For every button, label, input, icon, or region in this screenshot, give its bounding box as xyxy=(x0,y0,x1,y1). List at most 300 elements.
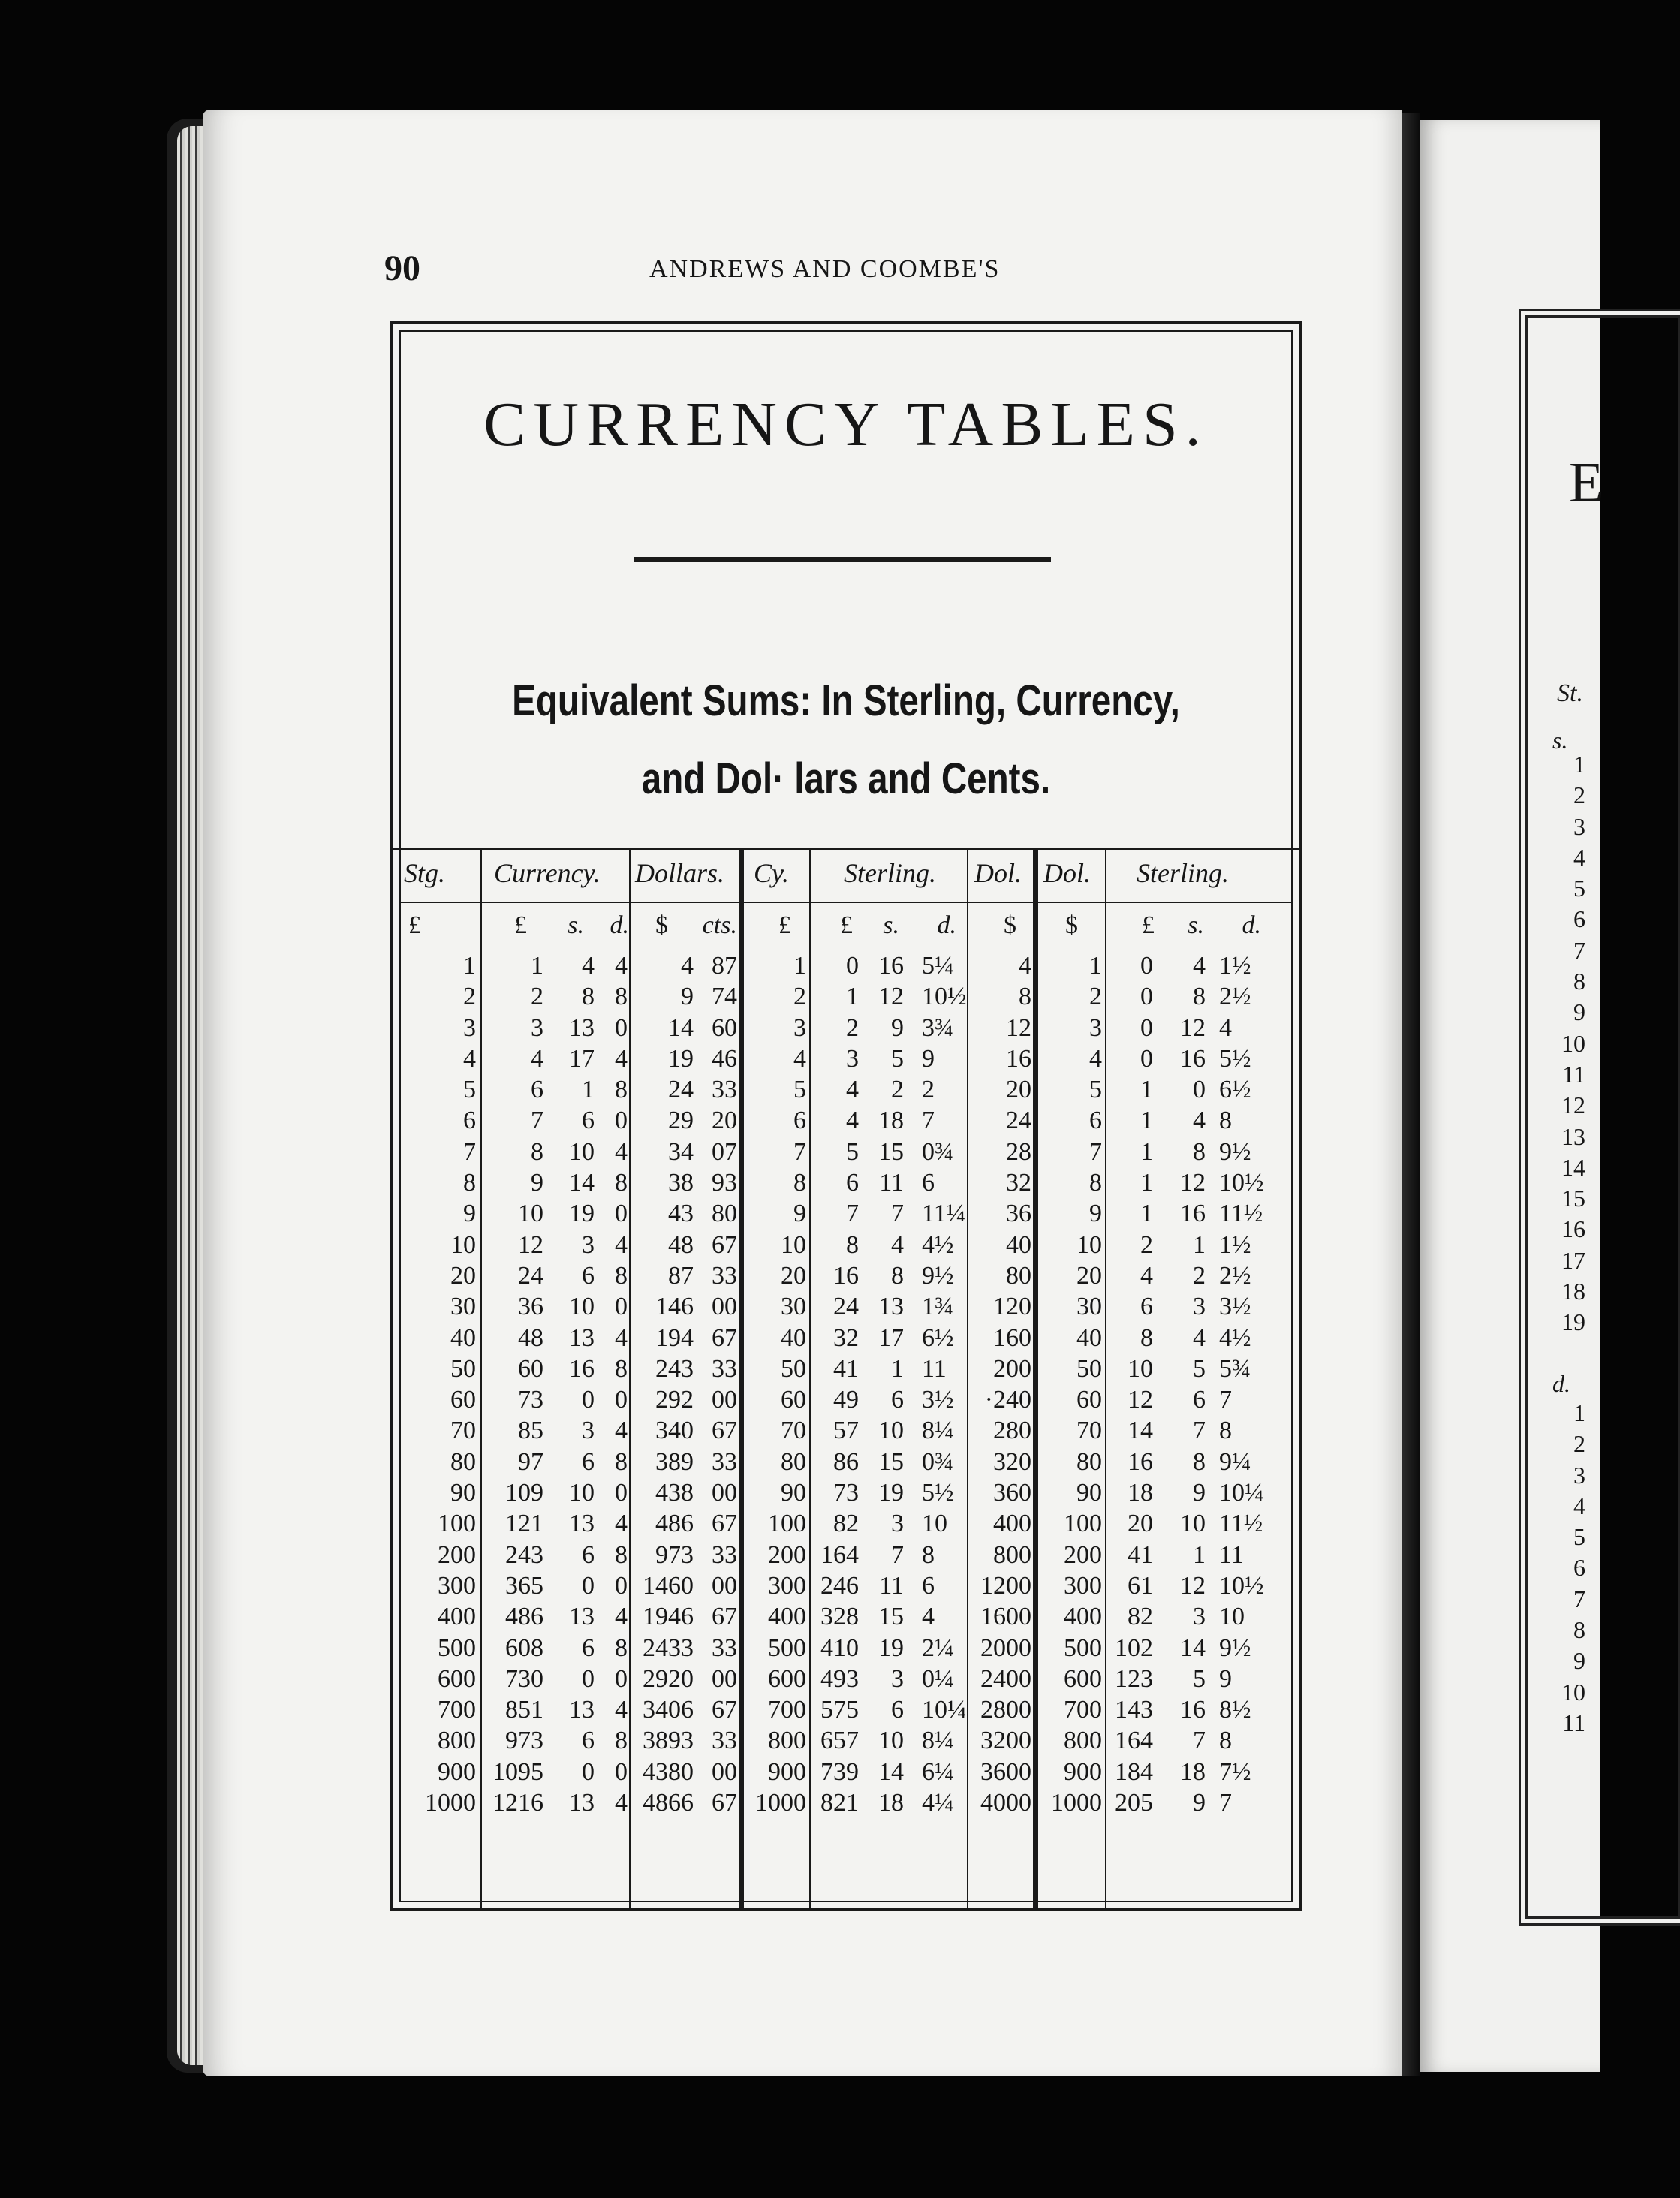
table-cell: 18 xyxy=(1128,1479,1153,1507)
table-cell: 164 xyxy=(1115,1727,1153,1755)
table-cell: 3 xyxy=(1089,1013,1102,1042)
table-cell: 6 xyxy=(891,1386,904,1414)
table-cell: 87 xyxy=(668,1261,694,1290)
table-cell: 80 xyxy=(712,1200,737,1228)
table-cell: 10¼ xyxy=(1219,1479,1264,1507)
right-page-s-value: 13 xyxy=(1561,1122,1585,1150)
table-cell: 184 xyxy=(1115,1757,1153,1786)
table-cell: 4 xyxy=(615,1044,628,1073)
table-cell: 4 xyxy=(1193,1107,1206,1135)
table-cell: 730 xyxy=(505,1664,543,1693)
table-cell: 14 xyxy=(668,1013,694,1042)
table-cell: 3 xyxy=(891,1510,904,1538)
table-cell: 9 xyxy=(922,1044,935,1073)
unit-st1-pence: d. xyxy=(937,911,956,939)
table-cell: 6½ xyxy=(1219,1076,1251,1104)
table-cell: 5 xyxy=(1089,1076,1102,1104)
right-page-s-value: 3 xyxy=(1573,812,1585,840)
table-cell: 4 xyxy=(793,1044,806,1073)
table-cell: 50 xyxy=(781,1354,806,1383)
table-cell: 700 xyxy=(768,1696,806,1724)
table-cell: 32 xyxy=(1006,1169,1031,1197)
table-cell: 800 xyxy=(438,1727,476,1755)
table-cell: 1 xyxy=(891,1354,904,1383)
table-cell: 109 xyxy=(505,1479,543,1507)
table-cell: 5 xyxy=(793,1076,806,1104)
table-cell: 8 xyxy=(615,1447,628,1476)
table-cell: 6¼ xyxy=(922,1757,954,1786)
right-page-d-rows xyxy=(1533,1398,1585,1739)
table-cell: 13 xyxy=(569,1323,595,1352)
table-cell: 300 xyxy=(438,1571,476,1600)
table-cell: 8 xyxy=(615,1540,628,1569)
table-cell: 3 xyxy=(1193,1603,1206,1631)
table-cell: 0 xyxy=(1140,1044,1153,1073)
table-cell: 10 xyxy=(569,1479,595,1507)
table-cell: 6 xyxy=(793,1107,806,1135)
table-subtitle: Equivalent Sums: In Sterling, Currency, and Dol· lars and Cents. xyxy=(512,676,1180,803)
table-cell: 67 xyxy=(712,1323,737,1352)
table-cell: 1216 xyxy=(492,1789,543,1817)
page-number: 90 xyxy=(384,248,420,288)
right-page-d-value: 2 xyxy=(1573,1430,1585,1458)
right-page-s-value: 19 xyxy=(1561,1308,1585,1336)
book-gutter xyxy=(1402,113,1420,2076)
table-cell: 00 xyxy=(712,1386,737,1414)
table-cell: 3½ xyxy=(922,1386,954,1414)
unit-cur-pence: d. xyxy=(610,911,629,939)
table-cell: 73 xyxy=(518,1386,543,1414)
table-cell: 67 xyxy=(712,1230,737,1259)
right-page-s-label: s. xyxy=(1552,727,1568,754)
table-cell: 9 xyxy=(1219,1664,1232,1693)
table-cell: 90 xyxy=(450,1479,476,1507)
table-cell: 36 xyxy=(1006,1200,1031,1228)
table-cell: 11½ xyxy=(1219,1510,1263,1538)
table-cell: 5 xyxy=(846,1137,859,1166)
table-cell: 1¾ xyxy=(922,1293,954,1321)
unit-cents: cts. xyxy=(702,911,737,939)
table-cell: 30 xyxy=(1076,1293,1102,1321)
right-page-d-value: 8 xyxy=(1573,1616,1585,1644)
table-cell: 8 xyxy=(582,983,595,1011)
table-cell: 3 xyxy=(1193,1293,1206,1321)
table-cell: 7 xyxy=(531,1107,543,1135)
table-cell: 5½ xyxy=(922,1479,954,1507)
page-title: CURRENCY TABLES. xyxy=(483,390,1209,459)
table-cell: 12 xyxy=(1180,1169,1206,1197)
table-cell: 10¼ xyxy=(922,1696,967,1724)
table-cell: 4 xyxy=(615,1510,628,1538)
table-cell: 2 xyxy=(793,983,806,1011)
table-cell: 2 xyxy=(463,983,476,1011)
table-cell: 4 xyxy=(1193,952,1206,980)
right-page-heading: E xyxy=(1569,451,1604,514)
table-cell: 6 xyxy=(1193,1386,1206,1414)
table-cell: 14 xyxy=(878,1757,904,1786)
table-cell: 90 xyxy=(1076,1479,1102,1507)
table-cell: 2 xyxy=(1140,1230,1153,1259)
table-cell: 800 xyxy=(993,1540,1031,1569)
table-cell: 4 xyxy=(531,1044,543,1073)
table-cell: 19 xyxy=(569,1200,595,1228)
table-cell: 2400 xyxy=(980,1664,1031,1693)
table-cell: 600 xyxy=(1064,1664,1102,1693)
table-cell: 33 xyxy=(712,1540,737,1569)
table-cell: 36 xyxy=(518,1293,543,1321)
table-cell: 00 xyxy=(712,1293,737,1321)
table-cell: 16 xyxy=(1006,1044,1031,1073)
table-cell: 3½ xyxy=(1219,1293,1251,1321)
right-page-col-head: St. xyxy=(1557,679,1583,707)
col-head-dol-1: Dol. xyxy=(974,858,1022,888)
table-cell: 4 xyxy=(1140,1261,1153,1290)
table-cell: 10 xyxy=(569,1137,595,1166)
table-cell: 821 xyxy=(820,1789,859,1817)
right-page-d-value: 7 xyxy=(1573,1585,1585,1612)
table-cell: 18 xyxy=(878,1107,904,1135)
table-cell: 12 xyxy=(1180,1013,1206,1042)
table-cell: 8 xyxy=(615,1727,628,1755)
table-cell: 1 xyxy=(1140,1137,1153,1166)
table-cell: 9 xyxy=(1193,1789,1206,1817)
table-cell: 19 xyxy=(668,1044,694,1073)
table-cell: 3406 xyxy=(643,1696,694,1724)
table-cell: 4¼ xyxy=(922,1789,954,1817)
right-page-s-value: 7 xyxy=(1573,936,1585,964)
table-cell: 575 xyxy=(820,1696,859,1724)
table-cell: 2 xyxy=(1089,983,1102,1011)
table-cell: 800 xyxy=(1064,1727,1102,1755)
table-cell: 2¼ xyxy=(922,1633,954,1662)
table-cell: 851 xyxy=(505,1696,543,1724)
table-cell: 8¼ xyxy=(922,1417,954,1445)
table-cell: 9½ xyxy=(1219,1633,1251,1662)
table-cell: 82 xyxy=(833,1510,859,1538)
table-cell: 1000 xyxy=(425,1789,476,1817)
table-cell: 12 xyxy=(1180,1571,1206,1600)
table-cell: 8 xyxy=(891,1261,904,1290)
table-cell: 13 xyxy=(878,1293,904,1321)
table-cell: 24 xyxy=(833,1293,859,1321)
table-cell: 19 xyxy=(878,1479,904,1507)
table-cell: 1 xyxy=(531,952,543,980)
table-cell: 6 xyxy=(1089,1107,1102,1135)
table-cell: 973 xyxy=(505,1727,543,1755)
table-cell: 121 xyxy=(505,1510,543,1538)
right-page-s-value: 11 xyxy=(1562,1060,1585,1088)
table-cell: 10 xyxy=(569,1293,595,1321)
table-cell: 10 xyxy=(1128,1354,1153,1383)
table-cell: 243 xyxy=(655,1354,694,1383)
table-row xyxy=(393,1789,1299,1820)
table-cell: 194 xyxy=(655,1323,694,1352)
table-cell: 4 xyxy=(615,1696,628,1724)
unit-dol1-dollar: $ xyxy=(1004,911,1016,939)
table-cell: 1200 xyxy=(980,1571,1031,1600)
table-cell: 246 xyxy=(820,1571,859,1600)
unit-cur-pound: £ xyxy=(514,911,527,939)
right-page-d-value: 6 xyxy=(1573,1554,1585,1582)
table-cell: 3200 xyxy=(980,1727,1031,1755)
table-cell: 50 xyxy=(450,1354,476,1383)
table-cell: 800 xyxy=(768,1727,806,1755)
table-cell: 8¼ xyxy=(922,1727,954,1755)
table-cell: 3 xyxy=(582,1417,595,1445)
table-cell: 9 xyxy=(681,983,694,1011)
unit-stg-pound: £ xyxy=(408,911,421,939)
unit-cy-pound: £ xyxy=(778,911,791,939)
table-cell: 90 xyxy=(781,1479,806,1507)
table-cell: 74 xyxy=(712,983,737,1011)
table-cell: 0 xyxy=(1140,952,1153,980)
table-cell: 123 xyxy=(1115,1664,1153,1693)
table-cell: 67 xyxy=(712,1603,737,1631)
table-cell: 24 xyxy=(668,1076,694,1104)
table-row xyxy=(393,1665,1299,1696)
right-page-s-value: 5 xyxy=(1573,875,1585,902)
table-cell: 11½ xyxy=(1219,1200,1263,1228)
table-cell: 389 xyxy=(655,1447,694,1476)
table-cell: 9 xyxy=(463,1200,476,1228)
table-cell: 73 xyxy=(833,1479,859,1507)
table-cell: 3 xyxy=(531,1013,543,1042)
table-cell: 9½ xyxy=(922,1261,954,1290)
table-cell: 300 xyxy=(768,1571,806,1600)
right-page-s-value: 4 xyxy=(1573,843,1585,871)
table-cell: 4 xyxy=(615,1417,628,1445)
table-cell: 33 xyxy=(712,1261,737,1290)
unit-cur-shilling: s. xyxy=(568,911,584,939)
table-cell: 60 xyxy=(450,1386,476,1414)
table-cell: 8 xyxy=(846,1230,859,1259)
table-cell: 100 xyxy=(438,1510,476,1538)
table-cell: 60 xyxy=(518,1354,543,1383)
table-cell: 1 xyxy=(846,983,859,1011)
col-head-sterling-2: Sterling. xyxy=(1137,858,1229,888)
table-cell: 11 xyxy=(879,1571,904,1600)
table-cell: 49 xyxy=(833,1386,859,1414)
table-row xyxy=(393,1727,1299,1757)
table-cell: 0 xyxy=(846,952,859,980)
table-cell: 900 xyxy=(438,1757,476,1786)
table-cell: 07 xyxy=(712,1137,737,1166)
table-cell: 6 xyxy=(1140,1293,1153,1321)
table-cell: 2920 xyxy=(643,1664,694,1693)
table-cell: 0 xyxy=(615,1571,628,1600)
table-cell: 6 xyxy=(582,1540,595,1569)
table-cell: 12 xyxy=(518,1230,543,1259)
col-head-stg: Stg. xyxy=(404,858,446,888)
table-cell: 16 xyxy=(878,952,904,980)
table-cell: 13 xyxy=(569,1603,595,1631)
table-cell: 9½ xyxy=(1219,1137,1251,1166)
table-cell: 8 xyxy=(615,1076,628,1104)
table-cell: 18 xyxy=(1180,1757,1206,1786)
table-cell: 70 xyxy=(1076,1417,1102,1445)
table-cell: 11 xyxy=(1219,1540,1244,1569)
table-cell: 9 xyxy=(531,1169,543,1197)
right-page-d-value: 9 xyxy=(1573,1647,1585,1675)
table-cell: 2½ xyxy=(1219,1261,1251,1290)
table-cell: 3893 xyxy=(643,1727,694,1755)
table-cell: 67 xyxy=(712,1696,737,1724)
table-cell: 8 xyxy=(1089,1169,1102,1197)
table-cell: 0 xyxy=(1140,983,1153,1011)
table-cell: 97 xyxy=(518,1447,543,1476)
table-cell: 18 xyxy=(878,1789,904,1817)
table-cell: 1½ xyxy=(1219,1230,1251,1259)
table-cell: 40 xyxy=(450,1323,476,1352)
unit-dollar: $ xyxy=(655,911,668,939)
table-cell: 0 xyxy=(615,1107,628,1135)
table-cell: 600 xyxy=(438,1664,476,1693)
table-cell: 7 xyxy=(1089,1137,1102,1166)
table-cell: 280 xyxy=(993,1417,1031,1445)
table-cell: 80 xyxy=(1076,1447,1102,1476)
header-bottom-rule xyxy=(401,902,1291,903)
table-cell: 00 xyxy=(712,1571,737,1600)
table-cell: 400 xyxy=(438,1603,476,1631)
table-row xyxy=(393,1014,1299,1045)
table-cell: 67 xyxy=(712,1510,737,1538)
table-cell: 8 xyxy=(1219,1417,1232,1445)
table-cell: 0 xyxy=(582,1664,595,1693)
table-cell: 16 xyxy=(1180,1696,1206,1724)
table-cell: 9 xyxy=(793,1200,806,1228)
table-cell: 11 xyxy=(922,1354,947,1383)
table-cell: 33 xyxy=(712,1354,737,1383)
table-cell: 200 xyxy=(1064,1540,1102,1569)
table-cell: 33 xyxy=(712,1076,737,1104)
table-cell: 365 xyxy=(505,1571,543,1600)
col-head-sterling-1: Sterling. xyxy=(844,858,936,888)
unit-row xyxy=(393,911,1299,941)
table-cell: 8 xyxy=(1193,983,1206,1011)
table-cell: 7½ xyxy=(1219,1757,1251,1786)
table-row xyxy=(393,1293,1299,1323)
table-cell: 82 xyxy=(1128,1603,1153,1631)
table-cell: 9 xyxy=(891,1013,904,1042)
table-cell: 973 xyxy=(655,1540,694,1569)
table-cell: 0 xyxy=(615,1386,628,1414)
right-page-d-value: 4 xyxy=(1573,1492,1585,1519)
table-cell: 4866 xyxy=(643,1789,694,1817)
table-cell: 4 xyxy=(1019,952,1031,980)
table-cell: 41 xyxy=(1128,1540,1153,1569)
table-cell: 9¼ xyxy=(1219,1447,1251,1476)
table-cell: 7 xyxy=(1219,1789,1232,1817)
table-cell: 0¾ xyxy=(922,1137,954,1166)
table-cell: 486 xyxy=(655,1510,694,1538)
table-cell: 4 xyxy=(615,1603,628,1631)
table-cell: 60 xyxy=(781,1386,806,1414)
table-cell: 86 xyxy=(833,1447,859,1476)
table-cell: 13 xyxy=(569,1789,595,1817)
right-page-d-value: 3 xyxy=(1573,1461,1585,1489)
table-cell: 4 xyxy=(891,1230,904,1259)
table-cell: 38 xyxy=(668,1169,694,1197)
table-cell: 0 xyxy=(615,1013,628,1042)
table-cell: 4 xyxy=(1089,1044,1102,1073)
table-cell: 12 xyxy=(1006,1013,1031,1042)
table-cell: 1½ xyxy=(1219,952,1251,980)
table-cell: 4 xyxy=(463,1044,476,1073)
table-cell: 0 xyxy=(582,1571,595,1600)
table-cell: 33 xyxy=(712,1633,737,1662)
table-cell: 4 xyxy=(846,1076,859,1104)
table-cell: 500 xyxy=(1064,1633,1102,1662)
table-cell: 33 xyxy=(712,1447,737,1476)
table-cell: 1 xyxy=(1140,1107,1153,1135)
table-cell: 243 xyxy=(505,1540,543,1569)
table-cell: 6 xyxy=(922,1169,935,1197)
table-cell: 4 xyxy=(922,1603,935,1631)
table-cell: 4½ xyxy=(1219,1323,1251,1352)
table-cell: 2000 xyxy=(980,1633,1031,1662)
table-cell: 164 xyxy=(820,1540,859,1569)
unit-st1-pound: £ xyxy=(840,911,853,939)
table-cell: 1 xyxy=(1193,1230,1206,1259)
table-cell: 8 xyxy=(615,1354,628,1383)
table-cell: 3 xyxy=(891,1664,904,1693)
right-page-s-value: 17 xyxy=(1561,1246,1585,1274)
table-cell: 0¾ xyxy=(922,1447,954,1476)
table-cell: 700 xyxy=(438,1696,476,1724)
table-cell: 10 xyxy=(1076,1230,1102,1259)
table-cell: 00 xyxy=(712,1664,737,1693)
table-cell: 7 xyxy=(891,1540,904,1569)
right-page-s-value: 12 xyxy=(1561,1091,1585,1119)
table-cell: 8 xyxy=(1193,1447,1206,1476)
col-head-currency: Currency. xyxy=(494,858,601,888)
table-cell: 15 xyxy=(878,1447,904,1476)
table-cell: 102 xyxy=(1115,1633,1153,1662)
table-row xyxy=(393,1107,1299,1137)
right-page-d-label: d. xyxy=(1552,1370,1570,1397)
table-cell: 00 xyxy=(712,1479,737,1507)
table-cell: 14 xyxy=(1128,1417,1153,1445)
table-cell: 10½ xyxy=(922,983,967,1011)
table-row xyxy=(393,1386,1299,1417)
table-cell: 8 xyxy=(615,1169,628,1197)
col-head-cy: Cy. xyxy=(754,858,790,888)
table-cell: 10½ xyxy=(1219,1571,1264,1600)
table-cell: 13 xyxy=(569,1013,595,1042)
unit-st2-shilling: s. xyxy=(1188,911,1204,939)
table-cell: 900 xyxy=(1064,1757,1102,1786)
table-cell: 12 xyxy=(878,983,904,1011)
table-cell: 4 xyxy=(681,952,694,980)
table-cell: 8 xyxy=(1193,1137,1206,1166)
table-cell: 10 xyxy=(922,1510,947,1538)
table-row xyxy=(393,1417,1299,1447)
table-cell: 4½ xyxy=(922,1230,954,1259)
table-row xyxy=(393,1572,1299,1603)
right-page-fragment xyxy=(1420,120,1604,2072)
table-row xyxy=(393,1138,1299,1169)
right-page-s-rows xyxy=(1533,749,1585,1338)
right-page-s-value: 9 xyxy=(1573,998,1585,1026)
table-cell: 400 xyxy=(993,1510,1031,1538)
table-cell: 4380 xyxy=(643,1757,694,1786)
table-cell: 320 xyxy=(993,1447,1031,1476)
table-cell: 900 xyxy=(768,1757,806,1786)
table-cell: 1600 xyxy=(980,1603,1031,1631)
table-cell: 10 xyxy=(518,1200,543,1228)
table-cell: 13 xyxy=(569,1510,595,1538)
table-cell: 1000 xyxy=(755,1789,806,1817)
